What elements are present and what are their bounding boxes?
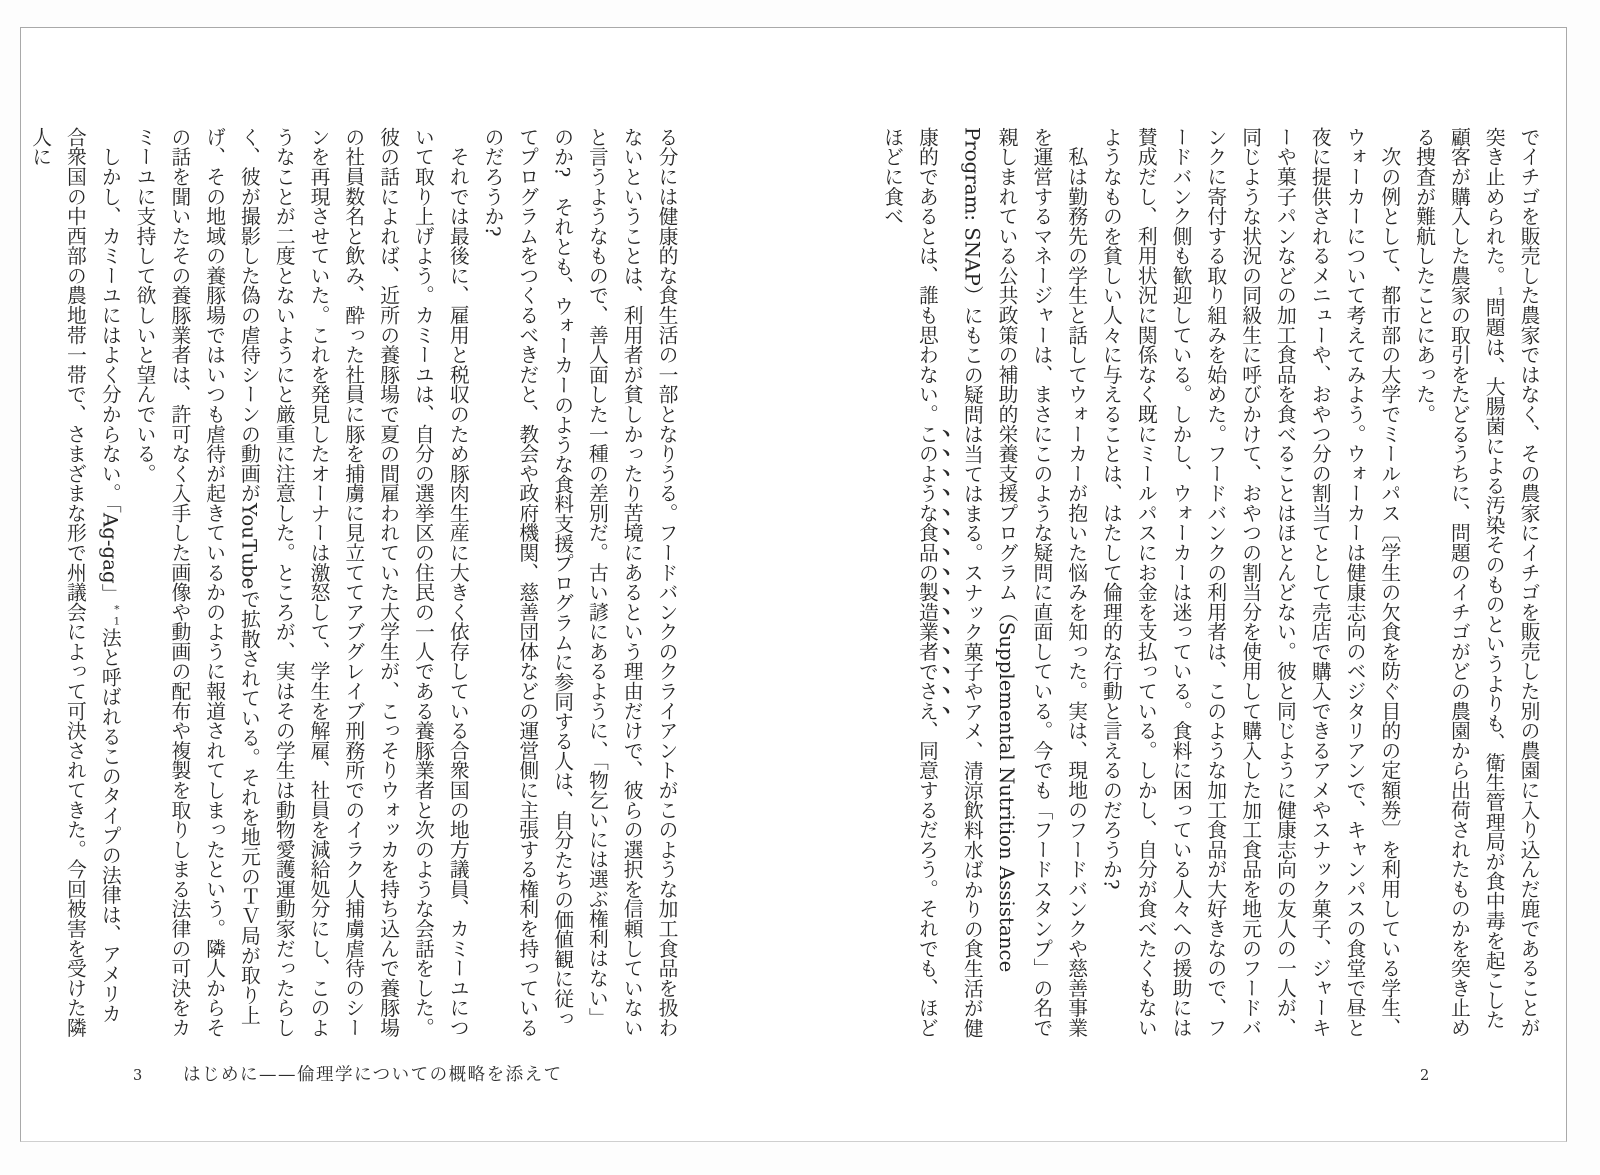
paragraph xyxy=(474,127,683,1040)
footnote-marker: *1 xyxy=(110,603,123,628)
right-page-number: 2 xyxy=(1420,1068,1430,1084)
paragraph xyxy=(22,127,126,1040)
text-run: 私は勤務先の学生と話してウォーカーが抱いた悩みを知った。実は、現地のフードバンクや慈善事業を運営するマネージャーは、まさにこのような疑問に直面している。今でも「フードスタンプ」の名で親しまれている公共政策の補助的栄養支援プログラム（Supplemental Nutrition Assistance Program: SNAP）にもこの疑問は当てはまる。スナック菓子やアメ、清涼飲料水ばかりの食生活が健康的であるとは、誰も思わない。 xyxy=(915,127,1088,1038)
text-run: しかし、カミーユにはよく分からない。「Ag-gag」 xyxy=(98,127,122,604)
running-head: はじめに——倫理学についての概略を添えて xyxy=(183,1065,563,1085)
paragraph xyxy=(1406,127,1545,1040)
emphasized-text: このような食品の製造業者でさえ xyxy=(915,423,939,721)
text-run: 次の例として、都市部の大学でミールパス〔学生の欠食を防ぐ目的の定額券〕を利用している学生、ウォーカーについて考えてみよう。ウォーカーは健康志向のベジタリアンで、キャンパスの食堂で昼と夜に提供されるメニューや、おやつ分の割当てとして売店で購入できるアメやスナック菓子、ジャーキーや菓子パンなどの加工食品を食べることはほとんどない。彼と同じように健康志向の友人の一人が、同じような状況の同級生に呼びかけて、おやつの割当分を使用して購入した加工食品を地元のフードバンクに寄付する取り組みを始めた。フードバンクの利用者は、このような加工食品が大好きなので、フードバンク側も歓迎している。しかし、ウォーカーは迷っている。食料に困っている人々への援助には賛成だし、利用状況に関係なく既にミールパスにお金を支払っている。しかし、自分が食べたくもないようなものを貧しい人々に与えることは、はたして倫理的な行動と言えるのだろうか? xyxy=(1099,127,1401,1038)
paragraph xyxy=(874,127,1093,1040)
text-run: でイチゴを販売した農家ではなく、その農家にイチゴを販売した別の農園に入り込んだ鹿であることが突き止められた。 xyxy=(1482,127,1540,1038)
paragraph xyxy=(126,127,474,1040)
footnote-marker: 1 xyxy=(1494,285,1507,298)
text-run: 、同意するだろう。それでも、ほどほどに食べ xyxy=(880,127,939,1038)
right-page-body-text xyxy=(880,127,1545,1040)
paragraph xyxy=(1093,127,1406,1040)
text-run: それでは最後に、雇用と税収のため豚肉生産に大きく依存している合衆国の地方議員、カミーユについて取り上げよう。カミーユは、自分の選挙区の住民の一人である養豚業者と次のような会話をした。彼の話によれば、近所の養豚場で夏の間雇われていた大学生が、こっそりウォッカを持ち込んで養豚場の社員数名と飲み、酔った社員に豚を捕虜に見立ててアブグレイブ刑務所でのイラク人捕虜虐待のシーンを再現させていた。これを発見したオーナーは激怒して、学生を解雇、社員を減給処分にし、このようなことが二度とないようにと厳重に注意した。ところが、実はその学生は動物愛護運動家だったらしく、彼が撮影した偽の虐待シーンの動画がYouTubeで拡散されている。それを地元のＴＶ局が取り上げ、その地域の養豚場ではいつも虐待が起きているかのように報道されてしまったという。隣人からその話を聞いたその養豚業者は、許可なく入手した画像や動画の配布や複製を取りしまる法律の可決をカミーユに支持して欲しいと望んでいる。 xyxy=(133,127,470,1038)
text-run: 問題は、大腸菌による汚染そのものというよりも、衛生管理局が食中毒を起こした顧客が購入した農家の取引をたどるうちに、問題のイチゴがどの農園から出荷されたものかを突き止める捜査が難航したことにあった。 xyxy=(1412,127,1506,1038)
left-page-body-text xyxy=(28,127,683,1040)
text-run: 法と呼ばれるこのタイプの法律は、アメリカ合衆国の中西部の農地帯一帯で、さまざまな形で州議会によって可決されてきた。今回被害を受けた隣人に xyxy=(28,127,122,1038)
text-run: る分には健康的な食生活の一部となりうる。フードバンクのクライアントがこのような加工食品を扱わないということは、利用者が貧しかったり苦境にあるという理由だけで、彼らの選択を信頼していないと言うようなもので、善人面した一種の差別だ。古い諺にあるように、「物乞いには選ぶ権利はない」のか? それとも、ウォーカーのような食料支援プログラムに参同する人は、自分たちの価値観に従ってプログラムをつくるべきだと、教会や政府機関、慈善団体などの運営側に主張する権利を持っているのだろうか? xyxy=(481,127,678,1038)
left-page-number: 3 xyxy=(133,1068,143,1084)
